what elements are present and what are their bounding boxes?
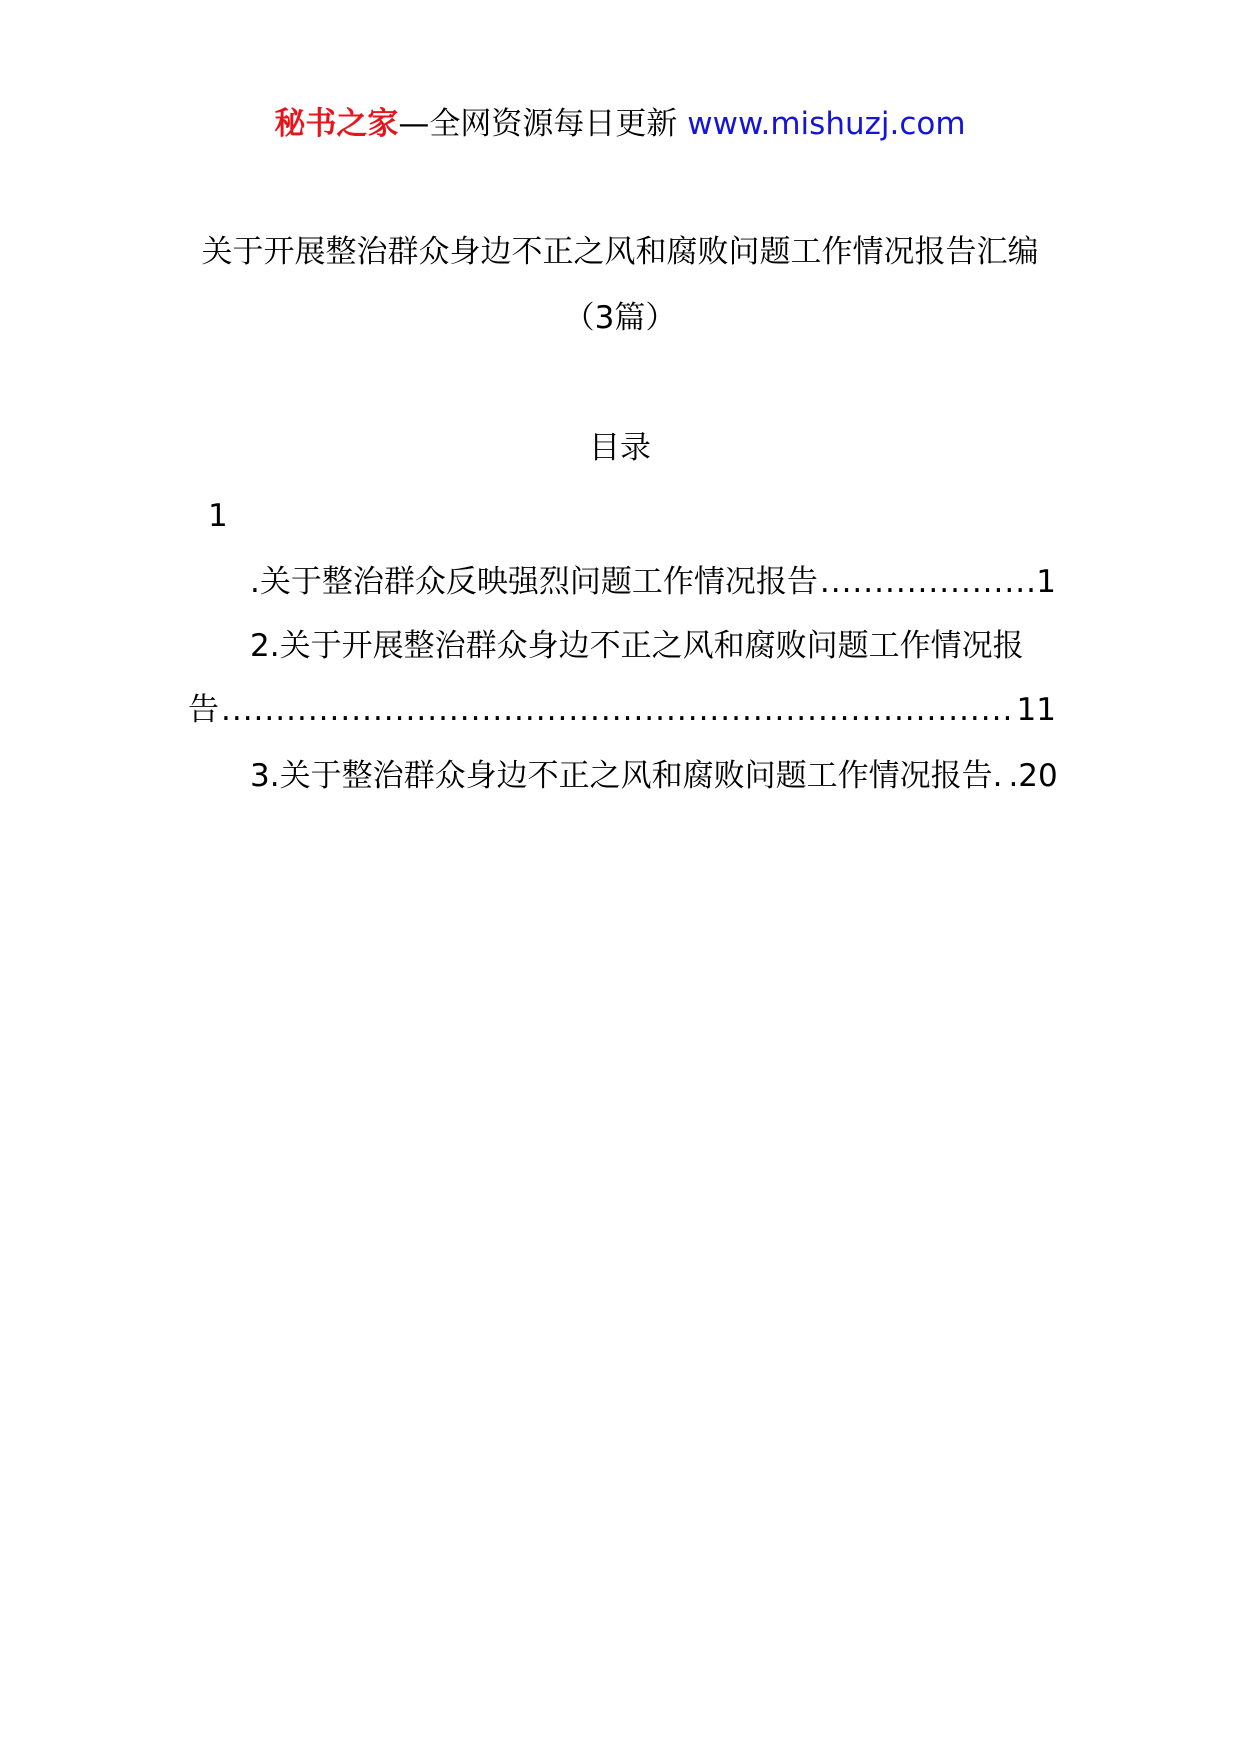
- toc-dot-leader: [820, 558, 1034, 606]
- site-url-link[interactable]: www.mishuzj.com: [687, 106, 966, 142]
- document-title: 关于开展整治群众身边不正之风和腐败问题工作情况报告汇编: [201, 234, 1039, 270]
- brand-name: 秘书之家: [274, 106, 399, 142]
- toc-entry-label-continuation: 告: [188, 692, 219, 728]
- toc-stray-number: 1: [208, 498, 228, 534]
- toc-entry-page-number: 20: [1018, 758, 1058, 794]
- toc-entry-label: 3.关于整治群众身边不正之风和腐败问题工作情况报告.: [250, 758, 1003, 794]
- toc-entry-label: 2.关于开展整治群众身边不正之风和腐败问题工作情况报: [250, 628, 1024, 664]
- toc-entry-2-continuation[interactable]: [188, 686, 1056, 734]
- document-subtitle: （3篇）: [563, 300, 677, 336]
- toc-entry-3[interactable]: [250, 752, 1056, 800]
- toc-entry-label: .关于整治群众反映强烈问题工作情况报告: [250, 564, 818, 600]
- toc-entry-page-number: 1: [1036, 564, 1056, 600]
- toc-entry-1[interactable]: [250, 558, 1056, 606]
- toc-dot-leader-short: .: [1008, 758, 1019, 794]
- site-slogan: —全网资源每日更新: [398, 106, 688, 142]
- toc-entry-page-number: 11: [1016, 692, 1056, 728]
- toc-dot-leader: [221, 686, 1015, 734]
- toc-heading: 目录: [589, 430, 651, 466]
- toc-entry-2[interactable]: [250, 622, 1056, 670]
- site-banner: [0, 100, 1240, 148]
